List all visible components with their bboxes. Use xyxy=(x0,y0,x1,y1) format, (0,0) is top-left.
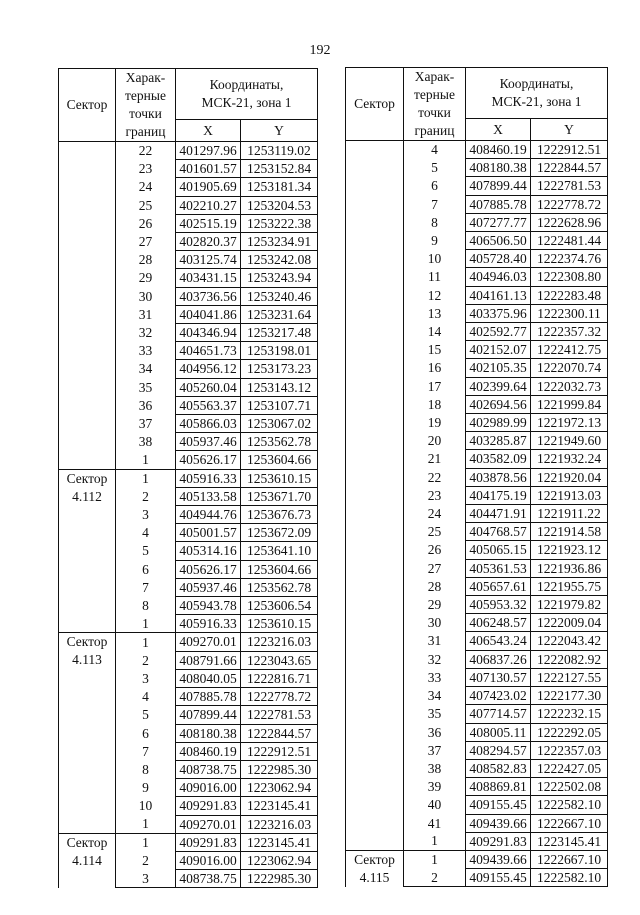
point-number-cell: 41 xyxy=(404,814,466,832)
point-number-cell: 4 xyxy=(404,141,466,159)
point-number-cell: 37 xyxy=(404,741,466,759)
x-coordinate-cell: 403878.56 xyxy=(466,468,531,486)
y-coordinate-cell: 1253181.34 xyxy=(241,178,318,196)
point-number-cell: 4 xyxy=(116,524,176,542)
point-number-cell: 1 xyxy=(116,633,176,651)
y-coordinate-cell: 1253204.53 xyxy=(241,196,318,214)
point-number-cell: 33 xyxy=(116,342,176,360)
sector-label: Сектор 4.114 xyxy=(66,834,108,868)
point-number-cell: 26 xyxy=(404,541,466,559)
y-coordinate-cell: 1222070.74 xyxy=(531,359,608,377)
x-coordinate-cell: 407885.78 xyxy=(466,195,531,213)
sector-cell xyxy=(59,833,116,888)
y-coordinate-cell: 1222781.53 xyxy=(241,706,318,724)
sector-cell xyxy=(59,469,116,633)
x-coordinate-cell: 404956.12 xyxy=(176,360,241,378)
x-coordinate-cell: 409291.83 xyxy=(466,832,531,850)
x-coordinate-cell: 409270.01 xyxy=(176,633,241,651)
coordinates-table-right xyxy=(345,67,608,887)
x-coordinate-cell: 408582.83 xyxy=(466,759,531,777)
point-number-cell: 24 xyxy=(116,178,176,196)
point-number-cell: 5 xyxy=(116,706,176,724)
y-coordinate-cell: 1222300.11 xyxy=(531,304,608,322)
x-coordinate-cell: 405001.57 xyxy=(176,524,241,542)
y-coordinate-cell: 1222844.57 xyxy=(241,724,318,742)
sector-cell xyxy=(346,141,404,851)
x-coordinate-cell: 408180.38 xyxy=(466,159,531,177)
table-row xyxy=(59,833,318,851)
y-coordinate-cell: 1253107.71 xyxy=(241,396,318,414)
table-row xyxy=(59,633,318,651)
x-coordinate-cell: 405133.58 xyxy=(176,487,241,505)
table-row xyxy=(59,469,318,487)
page-number: 192 xyxy=(309,43,331,58)
point-number-cell: 23 xyxy=(404,486,466,504)
point-number-cell: 6 xyxy=(116,560,176,578)
y-coordinate-cell: 1223216.03 xyxy=(241,633,318,651)
table-body-right xyxy=(346,141,608,887)
y-coordinate-cell: 1253067.02 xyxy=(241,415,318,433)
y-coordinate-cell: 1253198.01 xyxy=(241,342,318,360)
point-number-cell: 7 xyxy=(404,195,466,213)
point-number-cell: 3 xyxy=(116,870,176,888)
y-coordinate-cell: 1253173.23 xyxy=(241,360,318,378)
y-coordinate-cell: 1223145.41 xyxy=(241,797,318,815)
x-coordinate-cell: 408180.38 xyxy=(176,724,241,742)
y-coordinate-cell: 1221972.13 xyxy=(531,414,608,432)
y-coordinate-cell: 1223145.41 xyxy=(531,832,608,850)
point-number-cell: 11 xyxy=(404,268,466,286)
point-number-cell: 12 xyxy=(404,286,466,304)
y-coordinate-cell: 1222357.32 xyxy=(531,323,608,341)
y-coordinate-cell: 1222043.42 xyxy=(531,632,608,650)
point-number-cell: 37 xyxy=(116,415,176,433)
point-number-cell: 31 xyxy=(404,632,466,650)
x-coordinate-cell: 404944.76 xyxy=(176,506,241,524)
y-coordinate-cell: 1222816.71 xyxy=(241,669,318,687)
sector-cell xyxy=(59,633,116,833)
x-coordinate-cell: 409439.66 xyxy=(466,814,531,832)
x-coordinate-cell: 402399.64 xyxy=(466,377,531,395)
x-coordinate-cell: 408869.81 xyxy=(466,778,531,796)
x-coordinate-cell: 402105.35 xyxy=(466,359,531,377)
sector-label: Сектор 4.112 xyxy=(66,470,108,504)
point-number-cell: 29 xyxy=(116,269,176,287)
x-coordinate-cell: 405937.46 xyxy=(176,578,241,596)
y-coordinate-cell: 1253217.48 xyxy=(241,324,318,342)
point-number-cell: 4 xyxy=(116,688,176,706)
sector-label: Сектор 4.113 xyxy=(66,634,108,668)
y-coordinate-cell: 1222844.57 xyxy=(531,159,608,177)
y-coordinate-cell: 1222412.75 xyxy=(531,341,608,359)
x-coordinate-cell: 405314.16 xyxy=(176,542,241,560)
x-coordinate-cell: 403736.56 xyxy=(176,287,241,305)
x-coordinate-cell: 404346.94 xyxy=(176,324,241,342)
header-y: Y xyxy=(241,120,318,142)
x-coordinate-cell: 402515.19 xyxy=(176,214,241,232)
x-coordinate-cell: 409016.00 xyxy=(176,779,241,797)
y-coordinate-cell: 1222283.48 xyxy=(531,286,608,304)
point-number-cell: 26 xyxy=(116,214,176,232)
y-coordinate-cell: 1253604.66 xyxy=(241,560,318,578)
point-number-cell: 30 xyxy=(116,287,176,305)
y-coordinate-cell: 1222308.80 xyxy=(531,268,608,286)
point-number-cell: 8 xyxy=(404,213,466,231)
point-number-cell: 36 xyxy=(116,396,176,414)
y-coordinate-cell: 1222292.05 xyxy=(531,723,608,741)
y-coordinate-cell: 1253242.08 xyxy=(241,251,318,269)
x-coordinate-cell: 406543.24 xyxy=(466,632,531,650)
x-coordinate-cell: 405953.32 xyxy=(466,596,531,614)
x-coordinate-cell: 405563.37 xyxy=(176,396,241,414)
point-number-cell: 3 xyxy=(116,506,176,524)
y-coordinate-cell: 1253119.02 xyxy=(241,142,318,160)
y-coordinate-cell: 1222582.10 xyxy=(531,796,608,814)
point-number-cell: 28 xyxy=(116,251,176,269)
y-coordinate-cell: 1222667.10 xyxy=(531,850,608,868)
x-coordinate-cell: 402694.56 xyxy=(466,395,531,413)
point-number-cell: 17 xyxy=(404,377,466,395)
point-number-cell: 28 xyxy=(404,577,466,595)
point-number-cell: 7 xyxy=(116,742,176,760)
y-coordinate-cell: 1222667.10 xyxy=(531,814,608,832)
y-coordinate-cell: 1221911.22 xyxy=(531,505,608,523)
y-coordinate-cell: 1222357.03 xyxy=(531,741,608,759)
point-number-cell: 10 xyxy=(116,797,176,815)
x-coordinate-cell: 408791.66 xyxy=(176,651,241,669)
x-coordinate-cell: 409439.66 xyxy=(466,850,531,868)
y-coordinate-cell: 1222127.55 xyxy=(531,668,608,686)
header-points: Харак- терные точки границ xyxy=(404,68,466,141)
point-number-cell: 21 xyxy=(404,450,466,468)
point-number-cell: 34 xyxy=(404,687,466,705)
y-coordinate-cell: 1222912.51 xyxy=(241,742,318,760)
x-coordinate-cell: 402989.99 xyxy=(466,414,531,432)
x-coordinate-cell: 402210.27 xyxy=(176,196,241,214)
x-coordinate-cell: 401905.69 xyxy=(176,178,241,196)
point-number-cell: 40 xyxy=(404,796,466,814)
y-coordinate-cell: 1221955.75 xyxy=(531,577,608,595)
header-coordinates: Координаты, МСК-21, зона 1 xyxy=(176,69,318,120)
x-coordinate-cell: 409155.45 xyxy=(466,869,531,887)
point-number-cell: 32 xyxy=(116,324,176,342)
y-coordinate-cell: 1253562.78 xyxy=(241,578,318,596)
table-row xyxy=(346,850,608,868)
point-number-cell: 27 xyxy=(404,559,466,577)
sector-cell xyxy=(346,850,404,887)
x-coordinate-cell: 402820.37 xyxy=(176,233,241,251)
table-body-left xyxy=(59,142,318,888)
y-coordinate-cell: 1253234.91 xyxy=(241,233,318,251)
x-coordinate-cell: 404946.03 xyxy=(466,268,531,286)
y-coordinate-cell: 1222082.92 xyxy=(531,650,608,668)
point-number-cell: 38 xyxy=(404,759,466,777)
x-coordinate-cell: 405943.78 xyxy=(176,597,241,615)
y-coordinate-cell: 1222502.08 xyxy=(531,778,608,796)
header-sector: Сектор xyxy=(59,69,116,142)
y-coordinate-cell: 1222778.72 xyxy=(241,688,318,706)
x-coordinate-cell: 407899.44 xyxy=(466,177,531,195)
point-number-cell: 14 xyxy=(404,323,466,341)
x-coordinate-cell: 408460.19 xyxy=(176,742,241,760)
x-coordinate-cell: 405916.33 xyxy=(176,469,241,487)
point-number-cell: 1 xyxy=(116,833,176,851)
y-coordinate-cell: 1222781.53 xyxy=(531,177,608,195)
x-coordinate-cell: 408460.19 xyxy=(466,141,531,159)
y-coordinate-cell: 1253143.12 xyxy=(241,378,318,396)
y-coordinate-cell: 1222582.10 xyxy=(531,869,608,887)
x-coordinate-cell: 409291.83 xyxy=(176,797,241,815)
y-coordinate-cell: 1222374.76 xyxy=(531,250,608,268)
point-number-cell: 33 xyxy=(404,668,466,686)
x-coordinate-cell: 408738.75 xyxy=(176,760,241,778)
x-coordinate-cell: 401297.96 xyxy=(176,142,241,160)
y-coordinate-cell: 1222985.30 xyxy=(241,870,318,888)
point-number-cell: 1 xyxy=(116,451,176,469)
header-points: Харак- терные точки границ xyxy=(116,69,176,142)
x-coordinate-cell: 407130.57 xyxy=(466,668,531,686)
y-coordinate-cell: 1223145.41 xyxy=(241,833,318,851)
y-coordinate-cell: 1222032.73 xyxy=(531,377,608,395)
x-coordinate-cell: 405657.61 xyxy=(466,577,531,595)
x-coordinate-cell: 405937.46 xyxy=(176,433,241,451)
x-coordinate-cell: 409155.45 xyxy=(466,796,531,814)
y-coordinate-cell: 1222778.72 xyxy=(531,195,608,213)
y-coordinate-cell: 1253672.09 xyxy=(241,524,318,542)
point-number-cell: 1 xyxy=(404,832,466,850)
x-coordinate-cell: 404175.19 xyxy=(466,486,531,504)
point-number-cell: 1 xyxy=(116,469,176,487)
point-number-cell: 1 xyxy=(116,815,176,833)
point-number-cell: 2 xyxy=(116,851,176,869)
y-coordinate-cell: 1221999.84 xyxy=(531,395,608,413)
point-number-cell: 35 xyxy=(404,705,466,723)
point-number-cell: 5 xyxy=(116,542,176,560)
x-coordinate-cell: 407277.77 xyxy=(466,213,531,231)
y-coordinate-cell: 1253676.73 xyxy=(241,506,318,524)
point-number-cell: 6 xyxy=(404,177,466,195)
y-coordinate-cell: 1253243.94 xyxy=(241,269,318,287)
table-row xyxy=(59,142,318,160)
y-coordinate-cell: 1222912.51 xyxy=(531,141,608,159)
x-coordinate-cell: 405866.03 xyxy=(176,415,241,433)
y-coordinate-cell: 1223062.94 xyxy=(241,779,318,797)
header-sector: Сектор xyxy=(346,68,404,141)
y-coordinate-cell: 1222177.30 xyxy=(531,687,608,705)
point-number-cell: 39 xyxy=(404,778,466,796)
point-number-cell: 5 xyxy=(404,159,466,177)
y-coordinate-cell: 1253610.15 xyxy=(241,615,318,633)
point-number-cell: 1 xyxy=(404,850,466,868)
x-coordinate-cell: 404471.91 xyxy=(466,505,531,523)
point-number-cell: 22 xyxy=(404,468,466,486)
x-coordinate-cell: 404041.86 xyxy=(176,305,241,323)
x-coordinate-cell: 404768.57 xyxy=(466,523,531,541)
point-number-cell: 9 xyxy=(116,779,176,797)
x-coordinate-cell: 409270.01 xyxy=(176,815,241,833)
point-number-cell: 2 xyxy=(116,651,176,669)
point-number-cell: 13 xyxy=(404,304,466,322)
x-coordinate-cell: 402152.07 xyxy=(466,341,531,359)
y-coordinate-cell: 1221920.04 xyxy=(531,468,608,486)
y-coordinate-cell: 1253641.10 xyxy=(241,542,318,560)
point-number-cell: 16 xyxy=(404,359,466,377)
point-number-cell: 1 xyxy=(116,615,176,633)
x-coordinate-cell: 405361.53 xyxy=(466,559,531,577)
y-coordinate-cell: 1253671.70 xyxy=(241,487,318,505)
y-coordinate-cell: 1253231.64 xyxy=(241,305,318,323)
point-number-cell: 9 xyxy=(404,232,466,250)
x-coordinate-cell: 406506.50 xyxy=(466,232,531,250)
x-coordinate-cell: 409291.83 xyxy=(176,833,241,851)
y-coordinate-cell: 1253562.78 xyxy=(241,433,318,451)
table-row xyxy=(346,141,608,159)
x-coordinate-cell: 407885.78 xyxy=(176,688,241,706)
y-coordinate-cell: 1221979.82 xyxy=(531,596,608,614)
coordinates-table-left xyxy=(58,68,318,888)
x-coordinate-cell: 405916.33 xyxy=(176,615,241,633)
point-number-cell: 7 xyxy=(116,578,176,596)
point-number-cell: 15 xyxy=(404,341,466,359)
y-coordinate-cell: 1253240.46 xyxy=(241,287,318,305)
x-coordinate-cell: 406837.26 xyxy=(466,650,531,668)
sector-label: Сектор 4.115 xyxy=(354,851,395,885)
header-x: X xyxy=(176,120,241,142)
y-coordinate-cell: 1222232.15 xyxy=(531,705,608,723)
header-x: X xyxy=(466,119,531,141)
x-coordinate-cell: 408738.75 xyxy=(176,870,241,888)
header-y: Y xyxy=(531,119,608,141)
point-number-cell: 6 xyxy=(116,724,176,742)
point-number-cell: 20 xyxy=(404,432,466,450)
point-number-cell: 3 xyxy=(116,669,176,687)
x-coordinate-cell: 407423.02 xyxy=(466,687,531,705)
point-number-cell: 24 xyxy=(404,505,466,523)
y-coordinate-cell: 1223216.03 xyxy=(241,815,318,833)
x-coordinate-cell: 405626.17 xyxy=(176,451,241,469)
point-number-cell: 34 xyxy=(116,360,176,378)
y-coordinate-cell: 1221936.86 xyxy=(531,559,608,577)
point-number-cell: 36 xyxy=(404,723,466,741)
point-number-cell: 19 xyxy=(404,414,466,432)
y-coordinate-cell: 1253606.54 xyxy=(241,597,318,615)
point-number-cell: 2 xyxy=(116,487,176,505)
y-coordinate-cell: 1222985.30 xyxy=(241,760,318,778)
y-coordinate-cell: 1221913.03 xyxy=(531,486,608,504)
point-number-cell: 8 xyxy=(116,760,176,778)
y-coordinate-cell: 1221932.24 xyxy=(531,450,608,468)
x-coordinate-cell: 403125.74 xyxy=(176,251,241,269)
y-coordinate-cell: 1253604.66 xyxy=(241,451,318,469)
x-coordinate-cell: 407899.44 xyxy=(176,706,241,724)
point-number-cell: 10 xyxy=(404,250,466,268)
point-number-cell: 32 xyxy=(404,650,466,668)
point-number-cell: 8 xyxy=(116,597,176,615)
point-number-cell: 22 xyxy=(116,142,176,160)
point-number-cell: 23 xyxy=(116,160,176,178)
y-coordinate-cell: 1221923.12 xyxy=(531,541,608,559)
y-coordinate-cell: 1223062.94 xyxy=(241,851,318,869)
point-number-cell: 27 xyxy=(116,233,176,251)
x-coordinate-cell: 407714.57 xyxy=(466,705,531,723)
point-number-cell: 2 xyxy=(404,869,466,887)
point-number-cell: 38 xyxy=(116,433,176,451)
x-coordinate-cell: 405260.04 xyxy=(176,378,241,396)
point-number-cell: 29 xyxy=(404,596,466,614)
x-coordinate-cell: 405728.40 xyxy=(466,250,531,268)
sector-cell xyxy=(59,142,116,470)
header-coordinates: Координаты, МСК-21, зона 1 xyxy=(466,68,608,119)
x-coordinate-cell: 404651.73 xyxy=(176,342,241,360)
x-coordinate-cell: 409016.00 xyxy=(176,851,241,869)
x-coordinate-cell: 403582.09 xyxy=(466,450,531,468)
x-coordinate-cell: 403431.15 xyxy=(176,269,241,287)
y-coordinate-cell: 1221949.60 xyxy=(531,432,608,450)
x-coordinate-cell: 402592.77 xyxy=(466,323,531,341)
x-coordinate-cell: 405065.15 xyxy=(466,541,531,559)
y-coordinate-cell: 1253610.15 xyxy=(241,469,318,487)
y-coordinate-cell: 1222481.44 xyxy=(531,232,608,250)
x-coordinate-cell: 408294.57 xyxy=(466,741,531,759)
y-coordinate-cell: 1222628.96 xyxy=(531,213,608,231)
x-coordinate-cell: 405626.17 xyxy=(176,560,241,578)
y-coordinate-cell: 1222427.05 xyxy=(531,759,608,777)
x-coordinate-cell: 406248.57 xyxy=(466,614,531,632)
x-coordinate-cell: 403375.96 xyxy=(466,304,531,322)
y-coordinate-cell: 1221914.58 xyxy=(531,523,608,541)
y-coordinate-cell: 1223043.65 xyxy=(241,651,318,669)
point-number-cell: 18 xyxy=(404,395,466,413)
y-coordinate-cell: 1253152.84 xyxy=(241,160,318,178)
x-coordinate-cell: 404161.13 xyxy=(466,286,531,304)
point-number-cell: 35 xyxy=(116,378,176,396)
x-coordinate-cell: 401601.57 xyxy=(176,160,241,178)
point-number-cell: 30 xyxy=(404,614,466,632)
point-number-cell: 25 xyxy=(116,196,176,214)
point-number-cell: 25 xyxy=(404,523,466,541)
x-coordinate-cell: 408005.11 xyxy=(466,723,531,741)
x-coordinate-cell: 403285.87 xyxy=(466,432,531,450)
y-coordinate-cell: 1253222.38 xyxy=(241,214,318,232)
point-number-cell: 31 xyxy=(116,305,176,323)
x-coordinate-cell: 408040.05 xyxy=(176,669,241,687)
y-coordinate-cell: 1222009.04 xyxy=(531,614,608,632)
